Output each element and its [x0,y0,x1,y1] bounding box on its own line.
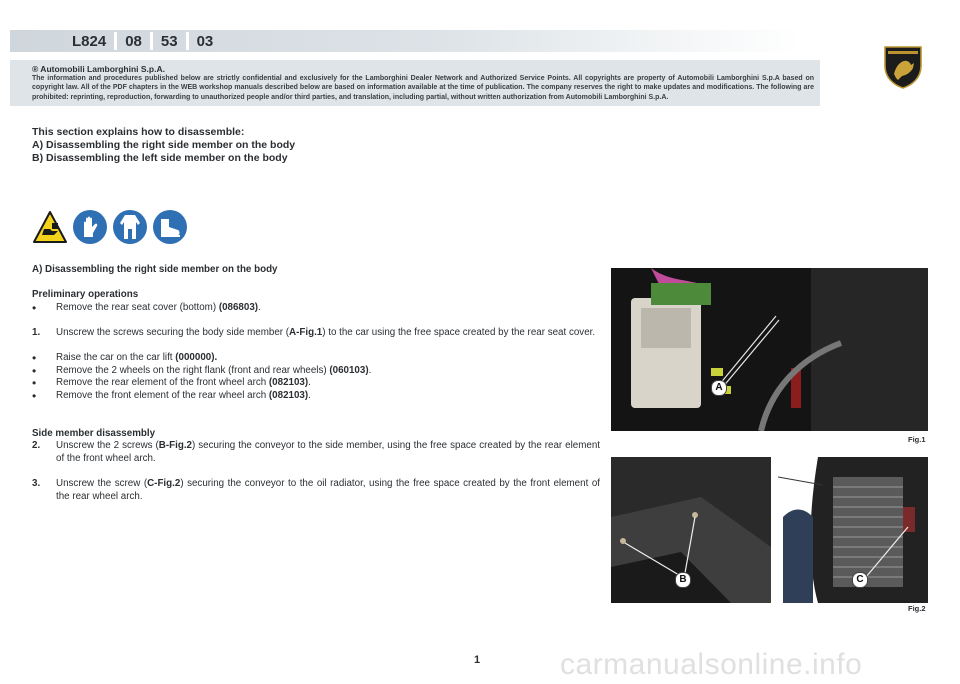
notice-body: The information and procedures published below are strictly confidential and exclusively for the Lamborghini Dealer Network and Authorized Service Points. All copyrights are property of Automobili Lamborghini S.p.A based on copyright law. All of the PDF chapters in the WEB workshop manuals described below are based on information available at the time of publication. The company reserves the right to make updates and modifications. The following are prohibited: reprinting, reproduction, forwarding to unauthorized people and/or third parties, and translation, including partial, without written authorization from Automobili Lamborghini S.p.A. [32,75,814,101]
step-2: 2. Unscrew the 2 screws (B-Fig.2) securing the conveyor to the side member, using the free space created by the rear element of the front wheel arch. [32,440,600,464]
code-separator [186,32,189,50]
safety-shoes-icon [152,209,188,245]
list-item: • Remove the 2 wheels on the right flank (front and rear wheels) (060103). [32,363,372,378]
callout-a: A [711,380,727,396]
code-model: L824 [72,32,107,50]
code-group-1: 08 [125,32,142,50]
hand-crush-warning-icon [32,209,68,245]
step-3: 3. Unscrew the screw (C-Fig.2) securing the conveyor to the oil radiator, using the free space created by the front element of the rear wheel arch. [32,478,600,502]
section-a-title: A) Disassembling the right side member on the body [32,264,278,275]
figure-1-label: Fig.1 [908,435,926,444]
document-code [72,31,213,51]
code-separator [114,32,117,50]
watermark: carmanualsonline.info [560,648,863,681]
copyright-notice [10,60,820,106]
callout-c: C [852,572,868,588]
list-item: • Remove the rear seat cover (bottom) (086803). [32,300,261,315]
step-1: 1. Unscrew the screws securing the body side member (A-Fig.1) to the car using the free space created by the rear seat cover. [32,326,596,338]
code-separator [150,32,153,50]
notice-title: ® Automobili Lamborghini S.p.A. [32,64,165,74]
intro-text [32,126,295,165]
side-member-disassembly-title: Side member disassembly [32,427,156,439]
page-number: 1 [474,654,481,666]
figure-2-photo-left [611,457,771,603]
figure-1-photo [611,268,928,431]
intro-line: This section explains how to disassemble: [32,126,245,138]
procedure-content [32,264,600,503]
figure-2-photo-right [778,457,928,603]
figure-2-label: Fig.2 [908,604,926,613]
code-group-2: 53 [160,32,178,50]
overalls-icon [112,209,148,245]
list-item: • Remove the front element of the rear wheel arch (082103). [32,388,311,403]
list-item: • Remove the rear element of the front wheel arch (082103). [32,376,311,391]
safety-icons [32,209,188,245]
figure-1-drawing [611,268,928,431]
intro-line: B) Disassembling the left side member on the body [32,152,288,164]
intro-line: A) Disassembling the right side member on the body [32,139,296,151]
list-item: • Raise the car on the car lift (000000). [32,351,218,366]
gloves-icon [72,209,108,245]
preliminary-title: Preliminary operations [32,289,139,301]
lamborghini-shield-logo [880,44,926,90]
callout-b: B [675,572,691,588]
figure-2-left-drawing [611,457,771,603]
code-group-3: 03 [196,32,214,50]
